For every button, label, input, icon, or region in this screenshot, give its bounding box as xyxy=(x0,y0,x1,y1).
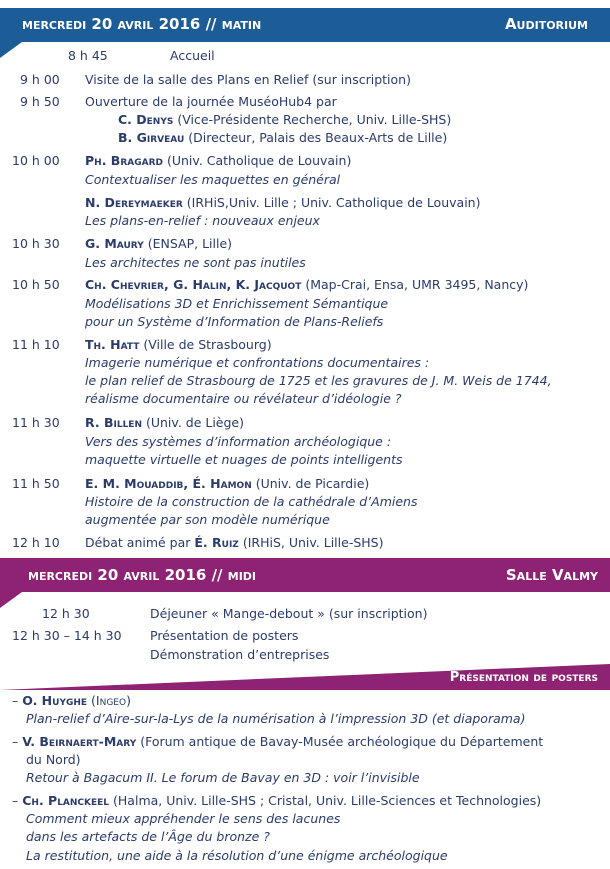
talk-title: Vers des systèmes d’information archéologique : xyxy=(85,434,392,449)
poster-affiliation: (Forum antique de Bavay-Musée archéologique du Département xyxy=(140,734,544,749)
speaker-affiliation: (IRHiS,Univ. Lille ; Univ. Catholique de Louvain) xyxy=(186,195,481,210)
speaker-name: N. Dereymaeker xyxy=(85,195,183,210)
speaker-affiliation: (Univ. de Picardie) xyxy=(255,476,370,491)
speaker-affiliation: (Map-Crai, Ensa, UMR 3495, Nancy) xyxy=(305,277,529,292)
session-title: Déjeuner « Mange-debout » (sur inscription) xyxy=(150,606,428,621)
noon-band-tab xyxy=(0,592,22,608)
poster-author-line: – O. Huyghe (Ingeo) xyxy=(12,693,131,708)
poster-author: V. Beirnaert-Mary xyxy=(22,734,137,749)
poster-author-line: – Ch. Planckeel (Halma, Univ. Lille-SHS ; Cristal, Univ. Lille-Sciences et Technologies) xyxy=(12,793,542,808)
speaker-line xyxy=(85,337,272,353)
speaker-affiliation: (Univ. de Liège) xyxy=(145,415,244,430)
speaker-line xyxy=(85,277,528,293)
speaker-name: E. M. Mouaddib, É. Hamon xyxy=(85,476,252,491)
talk-title: maquette virtuelle et nuages de points intelligents xyxy=(85,452,403,467)
speaker-affiliation: (Vice-Présidente Recherche, Univ. Lille-SHS) xyxy=(177,112,452,127)
session-title: Visite de la salle des Plans en Relief (sur inscription) xyxy=(85,72,411,87)
session-title: Débat animé par xyxy=(85,535,195,550)
speaker-affiliation: (ENSAP, Lille) xyxy=(147,236,233,251)
time-label: 11 h 10 xyxy=(12,337,60,352)
noon-day-title: mercredi 20 avril 2016 // midi xyxy=(28,566,257,584)
session-line xyxy=(85,535,383,551)
speaker-line xyxy=(85,195,480,211)
speaker-affiliation: (IRHiS, Univ. Lille-SHS) xyxy=(242,535,384,550)
talk-title: Contextualiser les maquettes en général xyxy=(85,172,341,187)
speaker-affiliation: (Ville de Strasbourg) xyxy=(143,337,272,352)
time-label: 8 h 45 xyxy=(68,48,108,63)
speaker-name: B. Girveau xyxy=(118,130,185,145)
time-label: 12 h 10 xyxy=(12,535,60,550)
talk-title: augmentée par son modèle numérique xyxy=(85,512,330,527)
time-label: 10 h 00 xyxy=(12,153,60,168)
speaker-name: C. Denys xyxy=(118,112,174,127)
poster-affiliation: du Nord) xyxy=(26,752,81,767)
time-label: 12 h 30 xyxy=(42,606,90,621)
speaker-line xyxy=(118,130,447,146)
time-label: 9 h 00 xyxy=(20,72,60,87)
speaker-line xyxy=(85,236,232,252)
talk-title: Modélisations 3D et Enrichissement Sémantique xyxy=(85,296,389,311)
poster-affiliation: (Halma, Univ. Lille-SHS ; Cristal, Univ. Lille-Sciences et Technologies) xyxy=(113,793,542,808)
talk-title: Histoire de la construction de la cathédrale d’Amiens xyxy=(85,494,418,509)
poster-title: Plan-relief d’Aire-sur-la-Lys de la numérisation à l’impression 3D (et diaporama) xyxy=(26,711,526,726)
poster-title: La restitution, une aide à la résolution d’une énigme archéologique xyxy=(26,848,448,863)
session-title: Présentation de posters xyxy=(150,628,299,643)
speaker-name: G. Maury xyxy=(85,236,144,251)
speaker-affiliation: (Directeur, Palais des Beaux-Arts de Lille) xyxy=(188,130,448,145)
talk-title: Les plans-en-relief : nouveaux enjeux xyxy=(85,213,320,228)
session-title: Démonstration d’entreprises xyxy=(150,647,330,662)
posters-header-title: Présentation de posters xyxy=(449,670,598,685)
poster-title: Comment mieux appréhender le sens des lacunes xyxy=(26,811,341,826)
talk-title: réalisme documentaire ou révélateur d’idéologie ? xyxy=(85,391,402,406)
talk-title: Imagerie numérique et confrontations documentaires : xyxy=(85,355,430,370)
time-label: 11 h 30 xyxy=(12,415,60,430)
speaker-line xyxy=(118,112,451,128)
poster-title: Retour à Bagacum II. Le forum de Bavay en 3D : voir l’invisible xyxy=(26,770,420,785)
poster-author-line: – V. Beirnaert-Mary (Forum antique de Bavay-Musée archéologique du Département xyxy=(12,734,544,749)
speaker-name: É. Ruiz xyxy=(194,535,239,550)
speaker-name: Ch. Chevrier, G. Halin, K. Jacquot xyxy=(85,277,302,292)
session-title: Accueil xyxy=(170,48,215,63)
time-label: 9 h 50 xyxy=(20,94,60,109)
speaker-line xyxy=(85,153,351,169)
morning-day-title: mercredi 20 avril 2016 // matin xyxy=(22,15,262,33)
speaker-name: R. Billen xyxy=(85,415,142,430)
talk-title: pour un Système d’Information de Plans-Reliefs xyxy=(85,314,384,329)
speaker-affiliation: (Univ. Catholique de Louvain) xyxy=(166,153,352,168)
time-label: 10 h 30 xyxy=(12,236,60,251)
speaker-line xyxy=(85,476,369,492)
time-label: 11 h 50 xyxy=(12,476,60,491)
noon-room: Salle Valmy xyxy=(505,566,598,584)
speaker-name: Th. Hatt xyxy=(85,337,140,352)
poster-title: dans les artefacts de l’Âge du bronze ? xyxy=(26,829,270,844)
speaker-name: Ph. Bragard xyxy=(85,153,163,168)
poster-author: O. Huyghe xyxy=(22,693,88,708)
session-title: Ouverture de la journée MuséoHub4 par xyxy=(85,94,337,109)
talk-title: le plan relief de Strasbourg de 1725 et les gravures de J. M. Weis de 1744, xyxy=(85,373,552,388)
speaker-line xyxy=(85,415,244,431)
morning-band-tab xyxy=(0,42,22,58)
time-label: 10 h 50 xyxy=(12,277,60,292)
talk-title: Les architectes ne sont pas inutiles xyxy=(85,255,306,270)
time-label: 12 h 30 – 14 h 30 xyxy=(12,628,122,643)
morning-room: Auditorium xyxy=(504,15,588,33)
poster-affiliation: (Ingeo) xyxy=(91,693,131,708)
poster-author: Ch. Planckeel xyxy=(22,793,110,808)
